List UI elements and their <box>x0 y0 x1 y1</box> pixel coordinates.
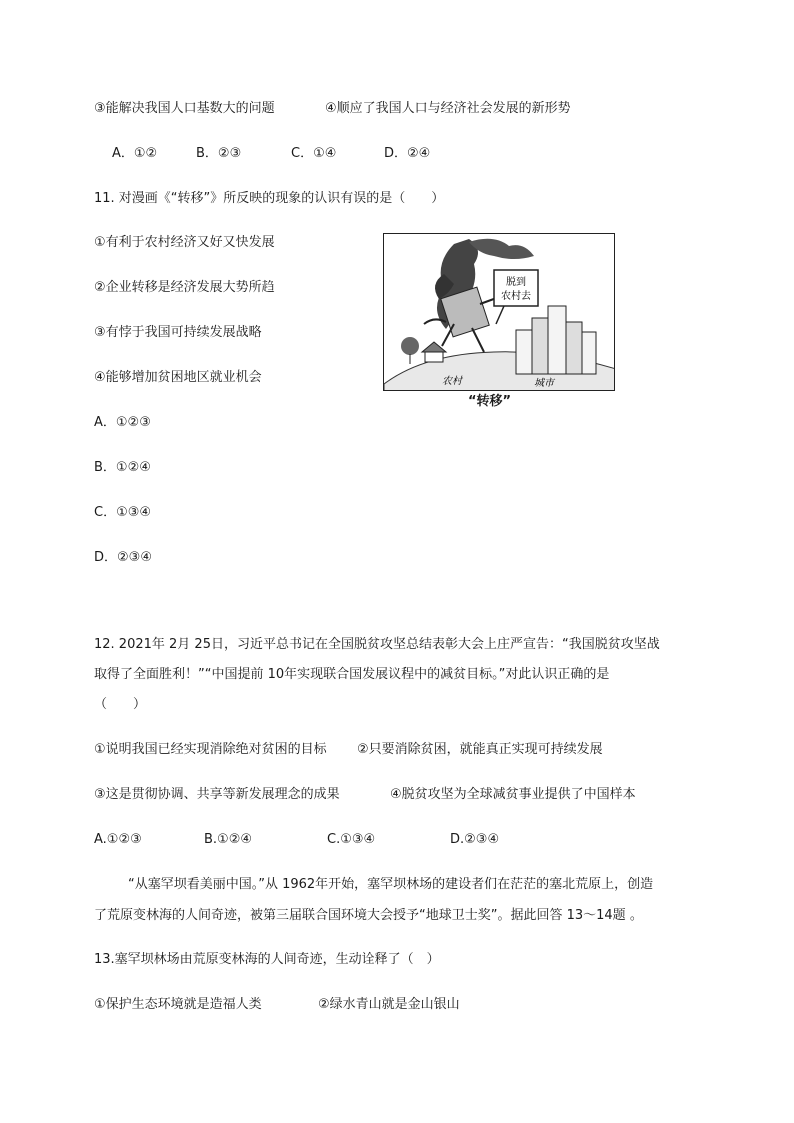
q11-option-d: D．②③④ <box>94 550 152 565</box>
option-b: B．②③ <box>196 146 242 161</box>
cartoon-caption: “转移” <box>468 394 512 409</box>
sign-text-1: 脱到 <box>506 277 526 288</box>
option-d: D．②④ <box>384 146 431 161</box>
q11-option-c: C．①③④ <box>94 505 152 520</box>
option-c: C．①④ <box>291 146 337 161</box>
q11-statement-1: ①有利于农村经济又好又快发展 <box>94 235 275 250</box>
q12-statement-4: ④脱贫攻坚为全球减贫事业提供了中国样本 <box>390 787 636 802</box>
q12-statement-1: ①说明我国已经实现消除绝对贫困的目标 <box>94 742 327 757</box>
q11-option-b: B．①②④ <box>94 460 151 475</box>
label-village: 农村 <box>442 376 462 387</box>
material-line-1: “从塞罕坝看美丽中国。”从 1962年开始，塞罕坝林场的建设者们在茫茫的塞北荒原上，创造 <box>128 877 654 892</box>
q13-question: 13.塞罕坝林场由荒原变林海的人间奇迹，生动诠释了（ ） <box>94 952 440 967</box>
cartoon-illustration <box>383 233 615 391</box>
q12-option-b: B.①②④ <box>204 832 253 847</box>
q12-question-line-1: 12. 2021年 2月 25日，习近平总书记在全国脱贫攻坚总结表彰大会上庄严宣告：“我国脱贫攻坚战 <box>94 637 660 652</box>
q11-statement-3: ③有悖于我国可持续发展战略 <box>94 325 262 340</box>
q12-question-line-3: （ ） <box>94 697 147 712</box>
q11-statement-2: ②企业转移是经济发展大势所趋 <box>94 280 275 295</box>
q11-option-a: A．①②③ <box>94 415 151 430</box>
sign-text-2: 农村去 <box>501 291 531 302</box>
q11-statement-4: ④能够增加贫困地区就业机会 <box>94 370 262 385</box>
q13-statement-1: ①保护生态环境就是造福人类 <box>94 997 262 1012</box>
option-a: A．①② <box>112 146 158 161</box>
q13-statement-2: ②绿水青山就是金山银山 <box>318 997 460 1012</box>
q12-question-line-2: 取得了全面胜利！”“中国提前 10年实现联合国发展议程中的减贫目标。”对此认识正确的是 <box>94 667 610 682</box>
q12-option-a: A.①②③ <box>94 832 142 847</box>
statement-4: ④顺应了我国人口与经济社会发展的新形势 <box>325 101 571 116</box>
q12-option-c: C.①③④ <box>327 832 376 847</box>
cartoon-drawing <box>384 234 615 391</box>
q11-question: 11. 对漫画《“转移”》所反映的现象的认识有误的是（ ） <box>94 191 445 206</box>
q12-option-d: D.②③④ <box>450 832 500 847</box>
statement-3: ③能解决我国人口基数大的问题 <box>94 101 275 116</box>
q12-statement-2: ②只要消除贫困，就能真正实现可持续发展 <box>357 742 603 757</box>
material-line-2: 了荒原变林海的人间奇迹，被第三届联合国环境大会授予“地球卫士奖”。据此回答 13～14题 。 <box>94 908 643 923</box>
q12-statement-3: ③这是贯彻协调、共享等新发展理念的成果 <box>94 787 340 802</box>
label-city: 城市 <box>534 378 554 389</box>
